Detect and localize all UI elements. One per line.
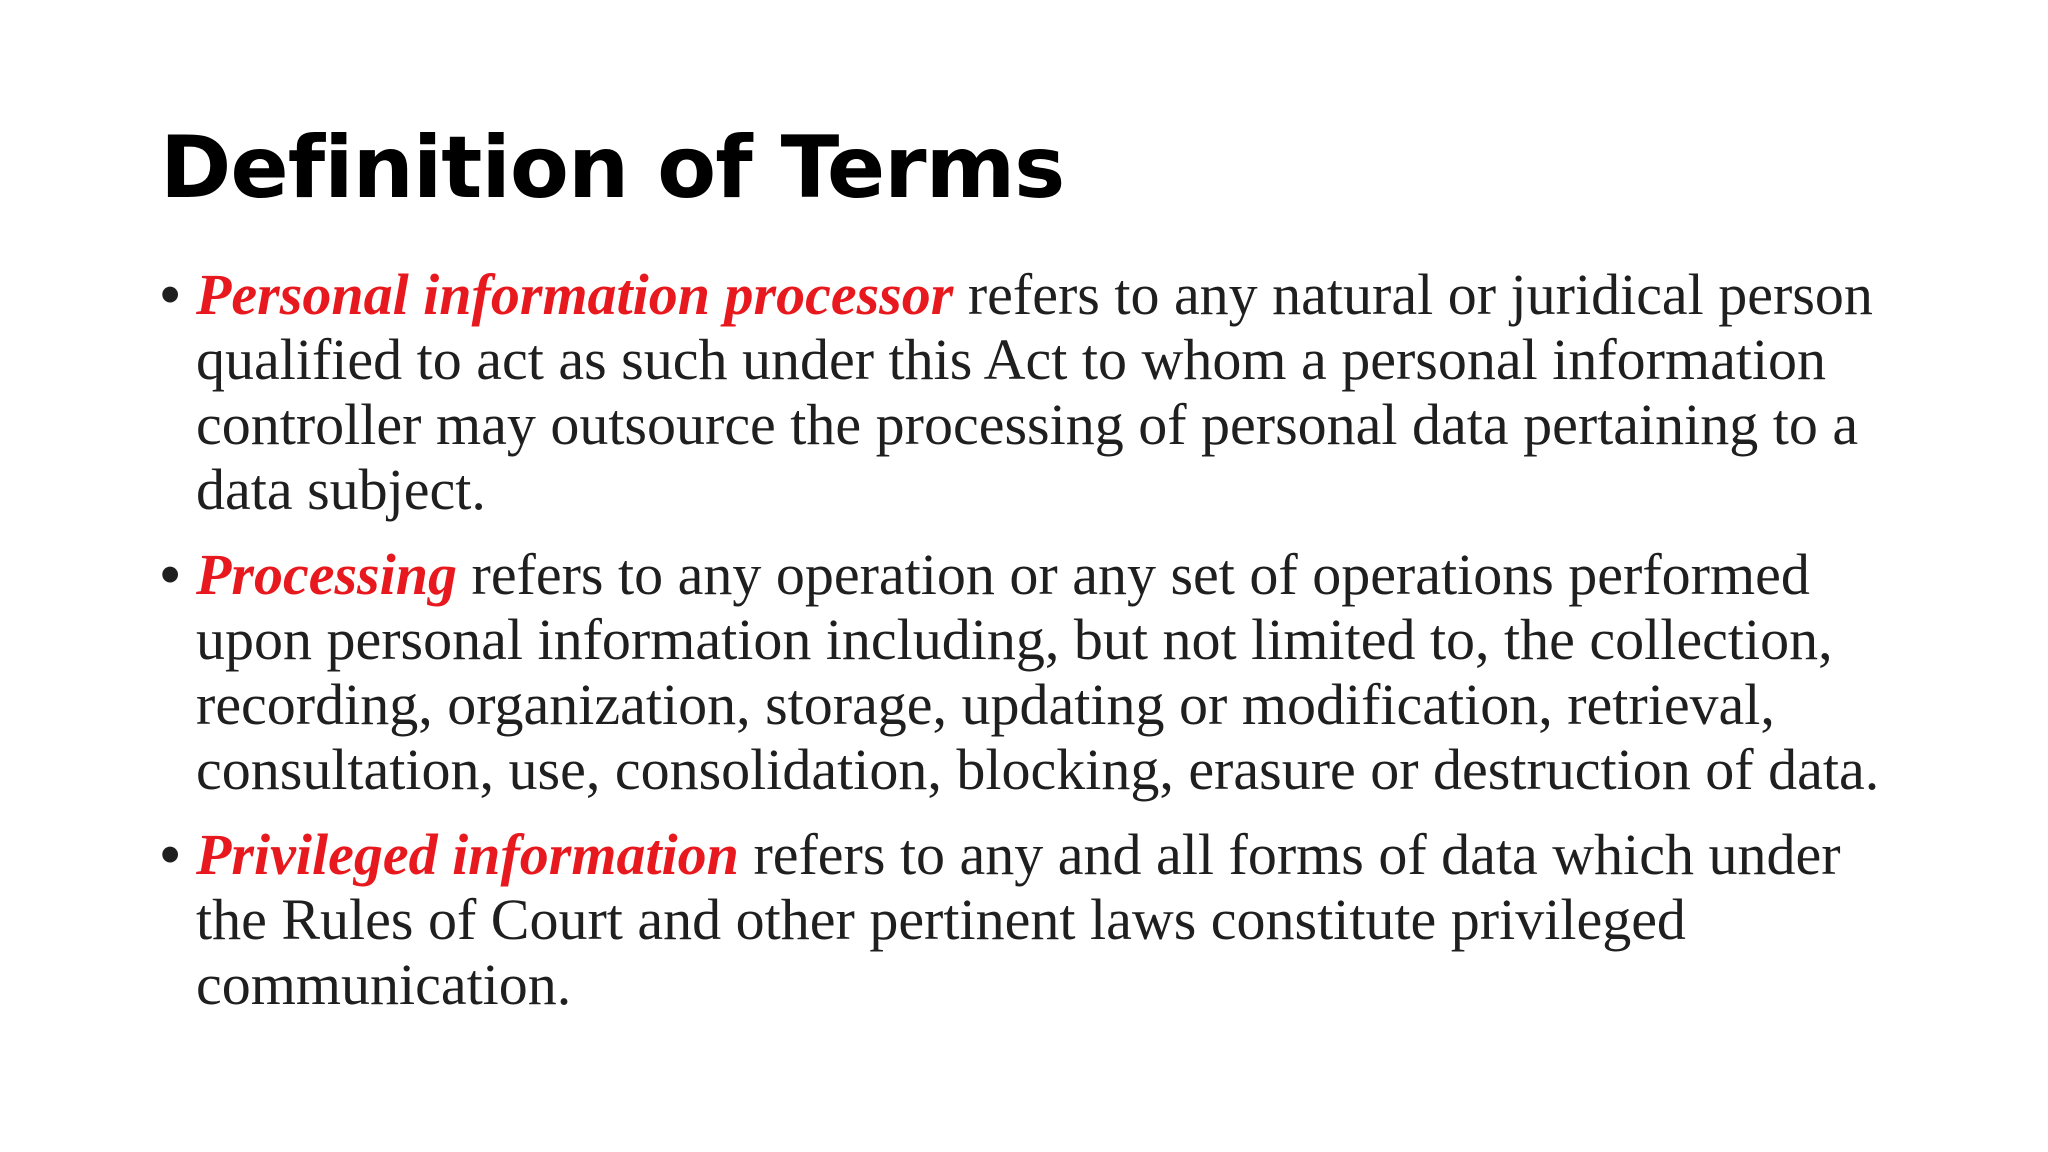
term-definition: refers to any operation or any set of operations performed upon personal information including, but not limited to, the collection, recording, organization, storage, updating or modification, retrieval, consultation, use, consolidation, blocking, erasure or destruction of data.	[196, 542, 1880, 802]
term-definition: refers to any natural or juridical person qualified to act as such under this Act to whom a personal information controller may outsource the processing of personal data pertaining to a data subject.	[196, 262, 1873, 522]
bullet-icon: •	[160, 822, 181, 887]
slide-title: Definition of Terms	[160, 118, 1065, 218]
list-item	[160, 822, 1920, 1017]
bullet-icon: •	[160, 542, 181, 607]
term-label: Processing	[196, 542, 457, 607]
term-label: Personal information processor	[196, 262, 954, 327]
term-label: Privileged information	[196, 822, 739, 887]
list-item	[160, 262, 1920, 522]
term-definition: refers to any and all forms of data which under the Rules of Court and other pertinent laws constitute privileged communication.	[196, 822, 1841, 1017]
definition-list	[160, 262, 1920, 1037]
bullet-icon: •	[160, 262, 181, 327]
list-item	[160, 542, 1920, 802]
